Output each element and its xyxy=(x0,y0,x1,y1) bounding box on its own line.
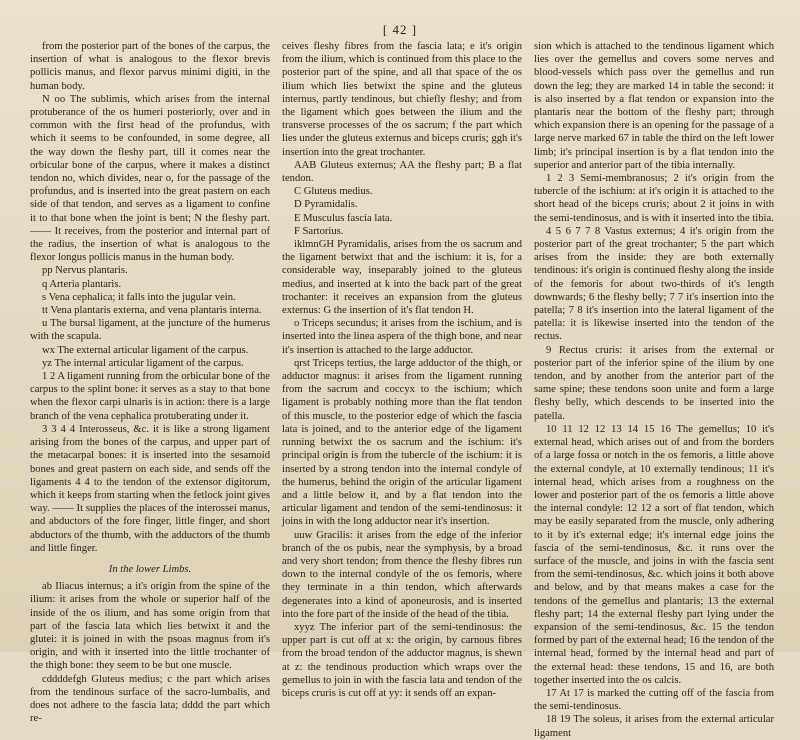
paragraph: 1 2 A ligament running from the orbicular bone of the carpus to the splint bone: it serves as a stay to that bone when the flexor carpi ulnaris is in action: there is a large branch of the vena cephalica protuberating under it. xyxy=(30,371,270,422)
column-middle xyxy=(282,40,522,699)
paragraph: F Sartorius. xyxy=(294,225,344,237)
paragraph: s Vena cephalica; it falls into the jugular vein. xyxy=(42,291,236,303)
paragraph: ceives fleshy fibres from the fascia lata; e it's origin from the ilium, which is continued from this place to the posterior part of the spine, and all that space of the os ilium which lies betwixt the spine and the gluteus internus, partly tendinous, but chiefly fleshy; and from the ligament which goes between the ilium and the transverse processes of the os sacrum; f the part which lies under the gluteus externus and biceps cruris; ggh it's insertion into the great trochanter. xyxy=(282,41,522,158)
paragraph: 10 11 12 12 13 14 15 16 The gemellus; 10 it's external head, which arises out of and from the borders of a large fossa or notch in the os femoris, a little above the external condyle, at 10 externally tendinous; 11 it's internal head, which arises from a roughness on the lower and posterior part of the os femoris a little above the internal condyle: 12 12 a sort of flat tendon, which may be easily separated from the muscle, only adhering to it by it's external edge; it's internal edge joins the fascia of the semi-tendinosus, &c. it runs over the surface of the muscle, and joins in with the fascia sent from the semi-tendinosus, &c. which joins it both above and below, and by that means makes a case for the tendons of the gemellus and plantaris; 13 the external fleshy part; 14 the external fleshy part lying under the expansion of the semi-tendinosus, &c. 15 the tendon formed by part of the external head; 16 the tendon of the internal head, formed by the internal head and part of the external head: these tendons, 15 and 16, are both together inserted into the os calcis. xyxy=(534,423,774,686)
paragraph: xyyz The inferior part of the semi-tendinosus: the upper part is cut off at x: the origin, by carnous fibres from the broad tendon of the adductor magnus, is shewn at z: the tendinous production which wraps over the gemellus to join in with the fascia lata and tendon of the biceps cruris is cut off at yy: it sends off an expan- xyxy=(282,621,522,699)
paragraph: D Pyramidalis. xyxy=(294,199,358,211)
text-columns xyxy=(30,40,774,739)
paragraph: 4 5 6 7 7 8 Vastus externus; 4 it's origin from the posterior part of the great trochanter; 5 the part which arises from the inside: they are both externally tendinous: it's origin is continued fleshy along the inside of the femoris for about two-thirds of it's length downwards; 6 the fleshy belly; 7 7 it's insertion into the patella; 7 8 it's insertion into the lateral ligament of the patella: it is likewise inserted into the tendon of the rectus. xyxy=(534,225,774,343)
paragraph: 3 3 4 4 Interosseus, &c. it is like a strong ligament arising from the bones of the carpus, and upper part of the metacarpal bones: it is inserted into the sesamoid bones and great pastern on each side, and sends off the ligaments 4 4 to the tendon of the extensor digitorum, which it keeps from starting when the fetlock joint gives way. —— It supplies the places of the interossei manus, and abductors of the fore finger, little finger, and short abductors of the thumb, with the adductors of the thumb and little finger. xyxy=(30,423,270,554)
paragraph: sion which is attached to the tendinous ligament which lies over the gemellus and covers some nerves and blood-vessels which pass over the gemellus and run down the leg; they are marked 14 in table the second: it is also inserted by a flat tendon or expansion into the plantaris near the bottom of the fleshy part; through which expansion there is an opening for the passage of a large nerve marked 67 in table the third on the left lower limb; it's principal insertion is by a flat tendon into the superior and anterior part of the tibia internally. xyxy=(534,41,774,171)
paragraph: tt Vena plantaris externa, and vena plantaris interna. xyxy=(42,305,262,317)
paragraph: pp Nervus plantaris. xyxy=(42,265,128,277)
paragraph: q Arteria plantaris. xyxy=(42,278,122,290)
paragraph: iklmnGH Pyramidalis, arises from the os sacrum and the ligament betwixt that and the ischium: it is, for a considerable way, inseparably joined to the gluteus medius, and inserted at k into the back part of the great trochanter: it receives an expansion from the gluteus externus: G the insertion of it's flat tendon H. xyxy=(282,239,522,317)
paragraph: from the posterior part of the bones of the carpus, the insertion of what is analogous to the flexor brevis pollicis manus, and flexor parvus minimi digiti, in the human body. xyxy=(30,41,270,92)
paragraph: AAB Gluteus externus; AA the fleshy part; B a flat tendon. xyxy=(282,159,522,185)
paragraph: 18 19 The soleus, it arises from the external articular ligament xyxy=(534,714,774,739)
column-right xyxy=(534,40,774,739)
paragraph: uuw Gracilis: it arises from the edge of the inferior branch of the os pubis, near the symphysis, by a broad and very short tendon; from thence the fleshy fibres run down to the internal condyle of the os femoris, where they terminate in a thin tendon, which afterwards degenerates into a kind of aponeurosis, and is inserted into the fore part of the inside of the head of the tibia. xyxy=(282,529,522,620)
paragraph: N oo The sublimis, which arises from the internal protuberance of the os humeri posteriorly, over and in common with the first head of the profundus, with which it seems to be confounded, in some degree, all the way down the fleshy part, till it comes near the orbicular bone of the carpus, where it makes a distinct tendon no, which divides, near o, for the passage of the profundus, and is inserted into the great pastern on each side of that tendon, and serves as a ligament to confine it to that bone when the joint is bent; N the fleshy part. —— It receives, from the posterior and internal part of the radius, the insertion of what is analogous to the flexor longus pollicis manus in the human body. xyxy=(30,93,270,264)
paragraph: 17 At 17 is marked the cutting off of the fascia from the semi-tendinosus. xyxy=(534,687,774,713)
paragraph: u The bursal ligament, at the juncture of the humerus with the scapula. xyxy=(30,318,270,343)
paragraph: C Gluteus medius. xyxy=(294,186,373,198)
paragraph: In the lower Limbs. xyxy=(108,563,192,575)
paragraph: 9 Rectus cruris: it arises from the external or posterior part of the inferior spine of the ilium by one tendon, and by another from the anterior part of the same spine; these tendons soon unite and form a large fleshy belly, which descends to be inserted into the patella. xyxy=(534,344,774,422)
column-left xyxy=(30,40,270,725)
paragraph: o Triceps secundus; it arises from the ischium, and is inserted into the linea aspera of the thigh bone, and near it's insertion is attached to the large adductor. xyxy=(282,318,522,356)
paragraph: ab Iliacus internus; a it's origin from the spine of the ilium: it arises from the whole or superior half of the inside of the os ilium, and has some origin from that part of the fascia lata which lies betwixt it and the glutei: it is joined in with the psoas magnus from it's origin, and with it inserted into the little trochanter of the thigh bone: they seem to be but one muscle. xyxy=(30,581,270,672)
paragraph: 1 2 3 Semi-membranosus; 2 it's origin from the tubercle of the ischium: at it's origin it is attached to the short head of the biceps cruris; about 2 it joins in with the semi-tendinosus, and is with it inserted into the tibia. xyxy=(534,173,774,224)
paragraph: cddddefgh Gluteus medius; c the part which arises from the tendinous surface of the sacro-lumbalis, and does not adhere to the fascia lata; dddd the part which re- xyxy=(30,673,270,725)
paragraph: wx The external articular ligament of the carpus. xyxy=(42,344,249,356)
paragraph: yz The internal articular ligament of the carpus. xyxy=(42,357,244,369)
paragraph: qrst Triceps tertius, the large adductor of the thigh, or adductor magnus: it arises from the ligament running from the sacrum and coccyx to the ischium; which ligament is probably nothing more than the flat tendon of this muscle, to the posterior edge of which the fascia lata is joined, and to the anterior edge of the ligament running betwixt the os sacrum and the ischium: it's principal origin is from the tubercle of the ischium: it is inserted by a strong tendon into the internal condyle of the humerus, behind the origin of the articular ligament and a little below it, and by a flat tendon into the articular ligament and tendon of the semi-tendinosus: it joins in with the long adductor near it's insertion. xyxy=(282,357,522,528)
paragraph: E Musculus fascia lata. xyxy=(294,212,393,224)
page-number: [ 42 ] xyxy=(382,22,418,37)
